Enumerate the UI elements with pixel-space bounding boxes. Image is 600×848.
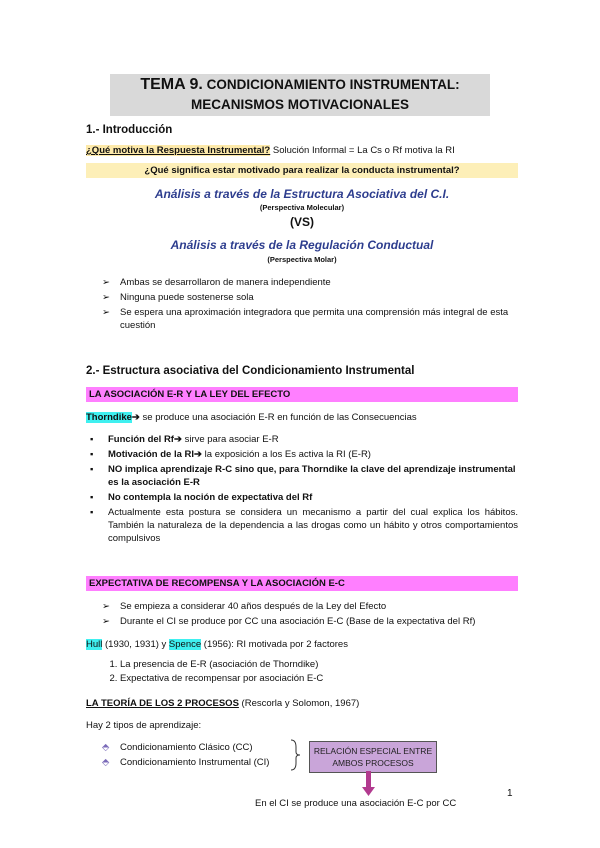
list-item: ➢ Se empieza a considerar 40 años después de la Ley del Efecto	[102, 601, 387, 612]
two-process-title: LA TEORÍA DE LOS 2 PROCESOS	[86, 698, 239, 709]
perspective-molar: (Perspectiva Molar)	[267, 255, 337, 264]
list-item: ➢ Se espera una aproximación integradora que permita una comprensión más integral de esta cuestión	[102, 307, 509, 331]
arrow-bullet-icon: ➢	[102, 277, 110, 288]
two-process-theory-line: LA TEORÍA DE LOS 2 PROCESOS (Rescorla y Solomon, 1967)	[86, 698, 360, 709]
expectation-bar: EXPECTATIVA DE RECOMPENSA Y LA ASOCIACIÓN E-C	[86, 576, 518, 591]
square-bullet-icon: ▪	[90, 464, 94, 475]
thorndike-text: se produce una asociación E-R en función de las Consecuencias	[139, 412, 417, 423]
section-2-heading: 2.- Estructura asociativa del Condicionamiento Instrumental	[86, 365, 415, 377]
title-prefix: TEMA 9.	[140, 76, 203, 93]
brace-icon	[289, 738, 301, 772]
square-bullet-icon: ▪	[90, 507, 94, 518]
list-item: ⬘ Condicionamiento Instrumental (CI)	[102, 757, 270, 768]
arrow-right-icon: ➔	[173, 434, 182, 445]
title-text: CONDICIONAMIENTO INSTRUMENTAL: MECANISMOS MOTIVACIONALES	[190, 77, 460, 112]
analysis-molar: Análisis a través de la Regulación Conductual	[170, 238, 434, 252]
two-types-line: Hay 2 tipos de aprendizaje:	[86, 720, 202, 731]
list-item: 1. La presencia de E-R (asociación de Thorndike)	[120, 658, 520, 672]
intro-bullet-list	[98, 276, 518, 334]
list-item: ➢ Ambas se desarrollaron de manera independiente	[102, 277, 331, 288]
expectation-bullet-list	[98, 600, 518, 630]
arrow-right-icon: ➔	[131, 412, 140, 423]
relation-box: RELACIÓN ESPECIAL ENTRE AMBOS PROCESOS	[309, 741, 437, 773]
list-item: ➢ Durante el CI se produce por CC una asociación E-C (Base de la expectativa del Rf)	[102, 616, 476, 627]
list-item: ▪ Motivación de la RI➔ la exposición a los Es activa la RI (E-R)	[90, 449, 371, 460]
page-number: 1	[507, 788, 513, 799]
learning-types-list	[98, 741, 298, 771]
list-item: 2. Expectativa de recompensar por asociación E-C	[120, 672, 520, 686]
square-bullet-icon: ▪	[90, 449, 94, 460]
list-item: ▪ Función del Rf➔ sirve para asociar E-R	[90, 434, 279, 445]
bullet-icon: ⬘	[102, 742, 110, 753]
intro-question-bold: ¿Qué motiva la Respuesta Instrumental?	[86, 145, 271, 156]
intro-question	[86, 144, 455, 157]
versus-label: (VS)	[290, 215, 314, 229]
arrow-bullet-icon: ➢	[102, 292, 110, 303]
arrow-bullet-icon: ➢	[102, 616, 110, 627]
thorndike-name: Thorndike	[86, 412, 132, 423]
list-item: ⬘ Condicionamiento Clásico (CC)	[102, 742, 253, 753]
square-bullet-icon: ▪	[90, 434, 94, 445]
motivation-question-bar: ¿Qué significa estar motivado para realizar la conducta instrumental?	[86, 163, 518, 178]
square-bullet-icon: ▪	[90, 492, 94, 503]
list-item: ➢ Ninguna puede sostenerse sola	[102, 292, 254, 303]
list-item: ▪ No contempla la noción de expectativa del Rf	[90, 492, 313, 503]
hull-name: Hull	[86, 639, 103, 650]
arrow-right-icon: ➔	[194, 449, 203, 460]
bullet-icon: ⬘	[102, 757, 110, 768]
law-of-effect-bar: LA ASOCIACIÓN E-R Y LA LEY DEL EFECTO	[86, 387, 518, 402]
conclusion-text: En el CI se produce una asociación E-C por CC	[255, 798, 457, 809]
list-item: ▪ Actualmente esta postura se considera un mecanismo a partir del cual explica los hábitos. También la naturaleza de la dependencia a las drogas como un hábito y otros comportamientos compulsivos	[90, 507, 518, 544]
down-arrow-icon	[362, 771, 376, 797]
perspective-molecular: (Perspectiva Molecular)	[259, 203, 345, 212]
factor-list	[100, 658, 520, 686]
analysis-molecular: Análisis a través de la Estructura Asociativa del C.I.	[154, 187, 450, 201]
list-item: ▪ NO implica aprendizaje R-C sino que, para Thorndike la clave del aprendizaje instrumental es la asociación E-R	[90, 464, 516, 488]
thorndike-line	[86, 411, 417, 424]
section-1-heading: 1.- Introducción	[86, 124, 173, 136]
intro-question-rest: Solución Informal = La Cs o Rf motiva la RI	[270, 145, 455, 156]
hull-spence-line: Hull (1930, 1931) y Spence (1956): RI motivada por 2 factores	[86, 639, 348, 650]
document-title	[110, 74, 490, 116]
arrow-bullet-icon: ➢	[102, 601, 110, 612]
spence-name: Spence	[168, 639, 202, 650]
thorndike-item-list	[86, 433, 518, 547]
arrow-bullet-icon: ➢	[102, 307, 110, 318]
